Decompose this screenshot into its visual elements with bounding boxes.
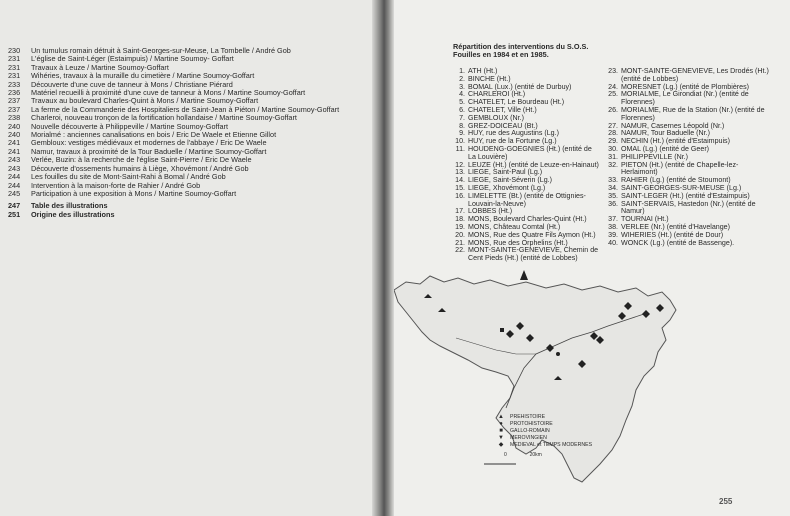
toc-page-number: 241 — [8, 146, 21, 156]
toc-title: L'église de Saint-Léger (Estaimpuis) / Martine Soumoy- Goffart — [31, 54, 234, 64]
legend-symbol-icon: ◆ — [498, 442, 504, 448]
location-name: LEUZE (Ht.) (entité de Leuze-en-Hainaut) — [468, 160, 599, 169]
location-item — [604, 201, 769, 217]
location-name: NECHIN (Ht.) (entité d'Estaimpuis) — [621, 137, 730, 146]
location-name: GREZ-DOICEAU (Bt.) — [468, 121, 538, 130]
toc-entry — [8, 211, 368, 219]
toc-page-number: 230 — [8, 46, 21, 55]
location-number: 5. — [459, 98, 465, 107]
location-name: MORIALME, Rue de la Station (Nr.) (entité de Florennes) — [621, 105, 765, 122]
map-legend — [496, 414, 592, 449]
location-number: 17. — [455, 207, 465, 216]
legend-item — [496, 414, 592, 421]
location-name: HUY, rue des Augustins (Lg.) — [468, 129, 559, 138]
toc-page-number: 245 — [8, 188, 21, 198]
legend-label: MEDIEVAL et TEMPS MODERNES — [510, 442, 593, 448]
location-number: 24. — [608, 82, 618, 91]
location-name: BOMAL (Lux.) (entité de Durbuy) — [468, 82, 572, 91]
toc-title: Morialmé : anciennes canalisations en bois / Eric De Waele et Etienne Gillot — [31, 130, 277, 140]
location-number: 36. — [608, 199, 618, 208]
location-name: RAHIER (Lg.) (entité de Stoumont) — [621, 176, 731, 185]
toc-page-number: 233 — [8, 79, 21, 89]
caption-line-1: Répartition des interventions du S.O.S. — [453, 42, 589, 51]
scale-end: 20km — [529, 452, 542, 458]
location-item — [451, 247, 601, 263]
location-name: LOBBES (Ht.) — [468, 207, 513, 216]
right-page — [386, 0, 790, 516]
toc-title: Verlée, Buzin: à la recherche de l'église Saint-Pierre / Eric De Waele — [31, 155, 252, 165]
toc-page-number: 231 — [8, 62, 21, 72]
location-number: 1. — [459, 67, 465, 75]
toc-title: Matériel recueilli à proximité d'une cuve de tanneur à Mons / Martine Soumoy-Goffart — [31, 88, 306, 98]
legend-label: GALLO-ROMAIN — [510, 428, 550, 434]
location-number: 21. — [455, 238, 465, 247]
site-marker — [500, 328, 504, 332]
legend-symbol-icon: ■ — [499, 428, 503, 434]
location-number: 29. — [608, 137, 618, 146]
location-name: NAMUR, Casernes Léopold (Nr.) — [621, 121, 725, 130]
location-number: 12. — [455, 160, 465, 169]
scale-labels — [504, 452, 542, 458]
legend-item — [496, 421, 592, 428]
location-name: LIEGE, Xhovémont (Lg.) — [468, 183, 546, 192]
map-caption — [453, 43, 673, 60]
location-name: ATH (Ht.) — [468, 67, 498, 75]
legend-symbol-icon: ● — [499, 421, 503, 427]
scale-start: 0 — [504, 452, 507, 458]
location-number: 11. — [455, 144, 465, 153]
location-name: CHARLEROI (Ht.) — [468, 90, 526, 99]
location-name: MONT-SAINTE-GENEVIEVE, Chemin de Cent Pieds (Ht.) (entité de Lobbes) — [468, 246, 599, 263]
location-name: SAINT-SERVAIS, Hastedon (Nr.) (entité de Namur) — [621, 199, 756, 216]
location-number: 27. — [608, 121, 618, 130]
location-item — [451, 193, 601, 209]
toc-title: Gembloux: vestiges médiévaux et modernes de l'abbaye / Eric De Waele — [31, 138, 267, 148]
toc-page-number: 247 — [8, 201, 21, 211]
toc-page-number: 251 — [8, 209, 21, 219]
location-name: PIETON (Ht.) (entité de Chapelle-lez-Herlaimont) — [621, 160, 739, 177]
toc-title: Découverte d'une cuve de tanneur à Mons / Christiane Piérard — [31, 79, 233, 89]
location-number: 18. — [455, 215, 465, 224]
toc-page-number: 244 — [8, 180, 21, 190]
toc-page-number: 237 — [8, 104, 21, 114]
location-name: HUY, rue de la Fortune (Lg.) — [468, 137, 557, 146]
legend-label: PROTOHISTOIRE — [510, 421, 553, 427]
location-number: 39. — [608, 230, 618, 239]
location-name: GEMBLOUX (Nr.) — [468, 113, 524, 122]
location-number: 3. — [459, 82, 465, 91]
toc-page-number: 240 — [8, 121, 21, 131]
location-number: 40. — [608, 238, 618, 247]
toc-page-number: 237 — [8, 96, 21, 106]
location-number: 33. — [608, 176, 618, 185]
toc-title: Un tumulus romain détruit à Saint-Georges-sur-Meuse, La Tombelle / André Gob — [31, 46, 291, 55]
page-number: 255 — [719, 497, 733, 506]
location-number: 2. — [459, 74, 465, 83]
toc-title: Origine des illustrations — [31, 209, 115, 219]
location-name: BINCHE (Ht.) — [468, 74, 511, 83]
location-name: VERLEE (Nr.) (entité d'Havelange) — [621, 222, 730, 231]
toc-title: Namur, travaux à proximité de la Tour Baduelle / Martine Soumoy-Goffart — [31, 146, 267, 156]
location-name: WIHERIES (Ht.) (entité de Dour) — [621, 230, 724, 239]
location-number: 28. — [608, 129, 618, 138]
location-number: 37. — [608, 215, 618, 224]
location-name: OMAL (Lg.) (entité de Geer) — [621, 144, 710, 153]
location-name: TOURNAI (Ht.) — [621, 215, 669, 224]
toc-title: Travaux au boulevard Charles-Quint à Mons / Martine Soumoy-Goffart — [31, 96, 259, 106]
location-item — [604, 68, 769, 84]
legend-item — [496, 442, 592, 449]
location-number: 38. — [608, 222, 618, 231]
location-number: 16. — [455, 191, 465, 200]
location-number: 26. — [608, 105, 618, 114]
toc-title: Charleroi, nouveau tronçon de la fortification hollandaise / Martine Soumoy-Goffart — [31, 113, 297, 123]
toc-page-number: 241 — [8, 138, 21, 148]
location-item — [604, 240, 769, 248]
location-name: MONS, Boulevard Charles-Quint (Ht.) — [468, 215, 587, 224]
toc-title: La ferme de la Commanderie des Hospitaliers de Saint-Jean à Piéton / Martine Soumoy-Goffart — [31, 104, 340, 114]
location-name: WONCK (Lg.) (entité de Bassenge). — [621, 238, 735, 247]
legend-item — [496, 428, 592, 435]
location-number: 19. — [455, 222, 465, 231]
legend-label: PREHISTOIRE — [510, 414, 546, 420]
location-number: 30. — [608, 144, 618, 153]
location-name: LIEGE, Saint-Séverin (Lg.) — [468, 176, 552, 185]
toc-page-number: 231 — [8, 54, 21, 64]
toc-title: Travaux à Leuze / Martine Soumoy-Goffart — [31, 62, 169, 72]
location-name: HOUDENG-GOEGNIES (Ht.) (entité de La Louvière) — [468, 144, 592, 161]
toc-title: Intervention à la maison-forte de Rahier / André Gob — [31, 180, 201, 190]
location-number: 23. — [608, 67, 618, 75]
location-name: MONS, Rue des Quatre Fils Aymon (Ht.) — [468, 230, 596, 239]
location-name: LIMELETTE (Bt.) (entité de Ottignies-Louvain-la-Neuve) — [468, 191, 586, 208]
caption-line-2: Fouilles en 1984 et en 1985. — [453, 50, 549, 60]
toc-title: Découverte d'ossements humains à Liège, Xhovémont / André Gob — [31, 163, 249, 173]
toc-page-number: 238 — [8, 113, 21, 123]
legend-symbol-icon: ▲ — [498, 414, 504, 420]
location-name: SAINT-LEGER (Ht.) (entité d'Estaimpuis) — [621, 191, 750, 200]
legend-item — [496, 435, 592, 442]
location-number: 13. — [455, 168, 465, 177]
location-name: MORESNET (Lg.) (entité de Plombières) — [621, 82, 749, 91]
location-number: 25. — [608, 90, 618, 99]
location-number: 15. — [455, 183, 465, 192]
location-number: 22. — [455, 246, 465, 255]
location-number: 35. — [608, 191, 618, 200]
location-name: MONS, Château Comtal (Ht.) — [468, 222, 561, 231]
location-list-left — [451, 68, 601, 263]
toc-page-number: 236 — [8, 88, 21, 98]
toc-title: Les fouilles du site de Mont-Saint-Rahi à Bomal / André Gob — [31, 172, 226, 182]
location-name: MONT-SAINTE-GENEVIEVE, Les Drodés (Ht.) (entité de Lobbes) — [621, 67, 769, 83]
wallonia-map — [386, 268, 790, 498]
toc-title: Wihéries, travaux à la muraille du cimetière / Martine Soumoy-Goffart — [31, 71, 255, 81]
toc-page-number: 244 — [8, 172, 21, 182]
toc-entry — [8, 190, 368, 198]
location-name: LIEGE, Saint-Paul (Lg.) — [468, 168, 543, 177]
location-number: 31. — [608, 152, 618, 161]
location-list-right — [604, 68, 769, 247]
location-name: MONS, Rue des Orphelins (Ht.) — [468, 238, 568, 247]
toc-title: Nouvelle découverte à Philippeville / Martine Soumoy-Goffart — [31, 121, 228, 131]
location-number: 14. — [455, 176, 465, 185]
north-arrow-icon — [520, 270, 528, 280]
table-of-contents — [8, 47, 368, 219]
location-name: CHATELET, Ville (Ht.) — [468, 105, 537, 114]
location-item — [604, 91, 769, 107]
location-number: 4. — [459, 90, 465, 99]
location-number: 7. — [459, 113, 465, 122]
book-gutter — [372, 0, 394, 516]
location-number: 9. — [459, 129, 465, 138]
location-number: 20. — [455, 230, 465, 239]
location-number: 6. — [459, 105, 465, 114]
location-name: SAINT-GEORGES-SUR-MEUSE (Lg.) — [621, 183, 742, 192]
toc-title: Table des illustrations — [31, 201, 108, 211]
toc-page-number: 240 — [8, 130, 21, 140]
toc-page-number: 243 — [8, 155, 21, 165]
location-number: 34. — [608, 183, 618, 192]
location-name: CHATELET, Le Bourdeau (Ht.) — [468, 98, 565, 107]
legend-label: MEROVINGIEN — [510, 435, 547, 441]
location-number: 10. — [455, 137, 465, 146]
location-name: MORIALME, Le Girondiat (Nr.) (entité de Florennes) — [621, 90, 749, 107]
location-name: NAMUR, Tour Baduelle (Nr.) — [621, 129, 710, 138]
legend-symbol-icon: ▼ — [498, 435, 504, 441]
toc-title: Participation à une exposition à Mons / Martine Soumoy-Goffart — [31, 188, 237, 198]
toc-page-number: 231 — [8, 71, 21, 81]
location-item — [451, 146, 601, 162]
toc-page-number: 243 — [8, 163, 21, 173]
location-item — [604, 162, 769, 178]
location-name: PHILIPPEVILLE (Nr.) — [621, 152, 689, 161]
location-number: 32. — [608, 160, 618, 169]
location-item — [604, 107, 769, 123]
site-marker — [556, 352, 560, 356]
location-number: 8. — [459, 121, 465, 130]
left-page — [0, 0, 380, 516]
